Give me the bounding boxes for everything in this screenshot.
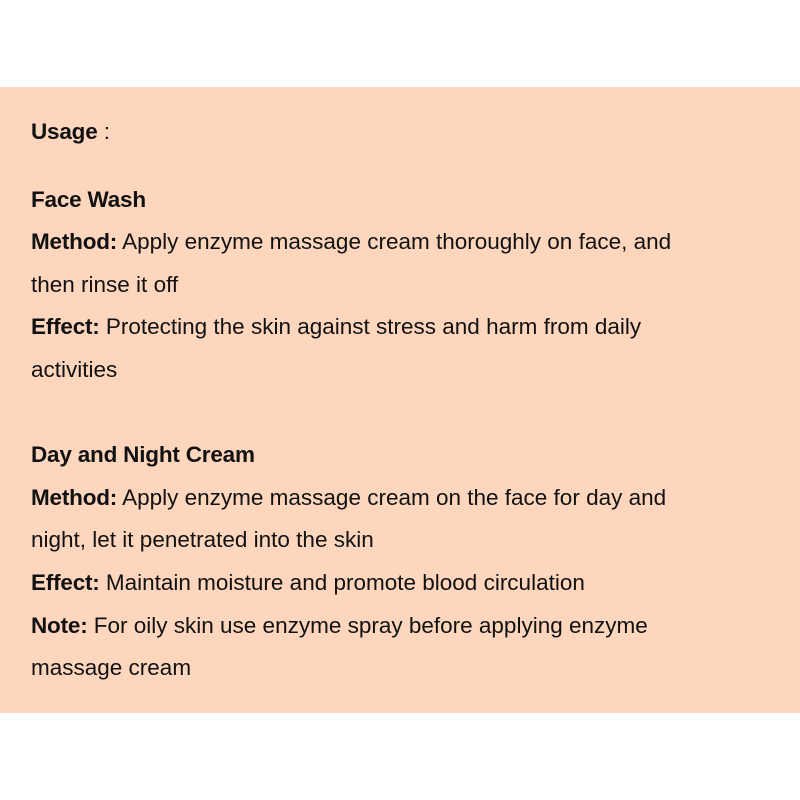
spacer	[31, 392, 781, 435]
day-night-method	[31, 477, 781, 520]
day-night-note-text: For oily skin use enzyme spray before applying enzyme	[87, 612, 648, 638]
face-wash-method	[31, 221, 781, 264]
face-wash-method-text: Apply enzyme massage cream thoroughly on face, and	[117, 229, 672, 255]
face-wash-effect-cont: activities	[31, 356, 118, 382]
usage-heading-line	[31, 111, 781, 154]
face-wash-effect-label: Effect:	[31, 314, 100, 340]
day-night-method-cont: night, let it penetrated into the skin	[31, 527, 374, 553]
usage-content	[31, 111, 781, 690]
day-night-cream-title: Day and Night Cream	[31, 442, 255, 468]
face-wash-effect-text: Protecting the skin against stress and harm from daily	[99, 314, 642, 340]
day-night-note-label: Note:	[31, 612, 88, 638]
spacer	[31, 154, 781, 179]
face-wash-title: Face Wash	[31, 186, 146, 212]
face-wash-method-label: Method:	[31, 229, 118, 255]
day-night-note	[31, 605, 781, 648]
face-wash-method-cont: then rinse it off	[31, 271, 179, 297]
day-night-method-text: Apply enzyme massage cream on the face for day and	[117, 484, 667, 510]
day-night-effect-text: Maintain moisture and promote blood circulation	[99, 569, 585, 595]
usage-heading-suffix: :	[97, 119, 111, 144]
day-night-effect	[31, 562, 781, 605]
usage-heading: Usage	[31, 119, 98, 144]
face-wash-effect	[31, 306, 781, 349]
day-night-note-cont: massage cream	[31, 655, 192, 681]
day-night-effect-label: Effect:	[31, 569, 100, 595]
day-night-method-label: Method:	[31, 484, 118, 510]
